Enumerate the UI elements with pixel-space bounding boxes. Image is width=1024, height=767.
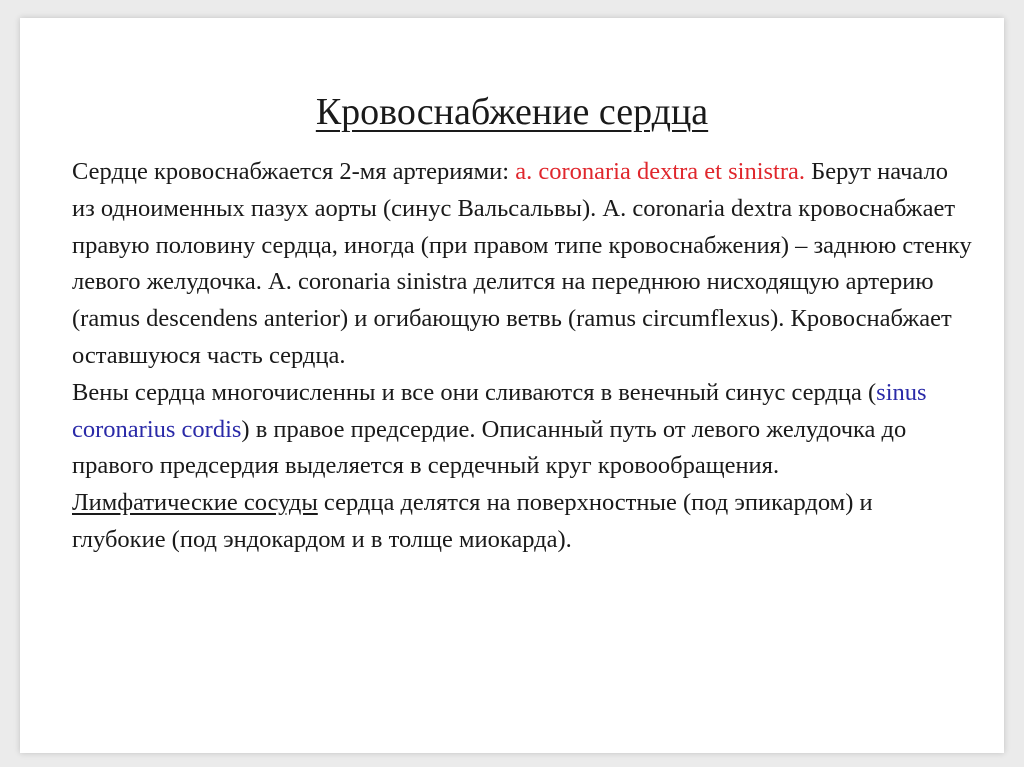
slide-title: [20, 90, 1004, 134]
lymph-detail-text: сердца делятся на поверхностные (под эпикардом) и глубокие (под эндокардом и в толще миокарда).: [72, 489, 873, 553]
paragraph-arteries: [72, 154, 972, 375]
slide-title-text: Кровоснабжение сердца: [315, 91, 709, 133]
paragraph-veins: [72, 375, 972, 485]
arteries-intro-text: Сердце кровоснабжается 2-мя артериями:: [72, 158, 516, 185]
slide-body: [72, 154, 972, 559]
veins-detail-text: ) в правое предсердие. Описанный путь от левого желудочка до правого предсердия выделяется в сердечный круг кровообращения.: [72, 415, 907, 480]
slide: [20, 18, 1004, 753]
arteries-detail-text: Берут начало из одноименных пазух аорты (синус Вальсальвы). А. coronaria dextra кровоснабжает правую половину сердца, иногда (при правом типе кровоснабжения) – заднюю стенку левого желудочка. А. coronaria sinistra делится на переднюю нисходящую артерию (ramus descendens anterior) и огибающую ветвь (ramus circumflexus). Кровоснабжает оставшуюся часть сердца.: [72, 158, 972, 369]
lymph-vessels-underlined-text: Лимфатические сосуды: [72, 489, 318, 517]
veins-intro-text: Вены сердца многочисленны и все они сливаются в венечный синус сердца (: [72, 378, 877, 406]
sinus-coronarius-text: sinus coronarius cordis: [72, 378, 927, 443]
coronaria-highlight-text: a. coronaria dextra et sinistra.: [515, 158, 806, 185]
paragraph-lymph: [72, 485, 972, 559]
